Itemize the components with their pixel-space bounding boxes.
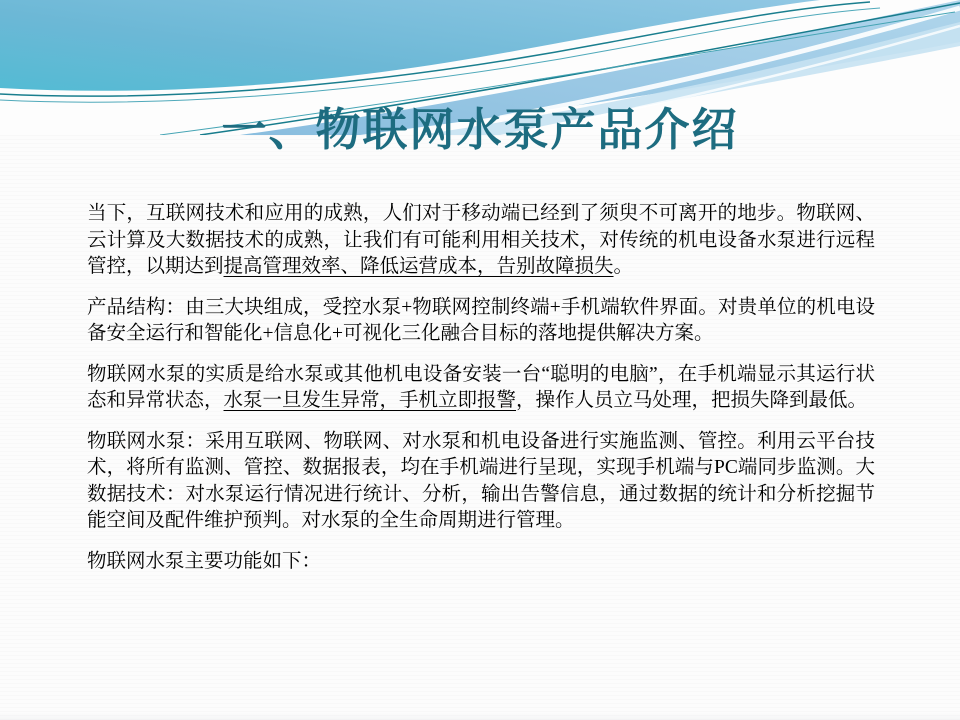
slide-title: 一、物联网水泵产品介绍: [221, 104, 739, 155]
slide-body: [87, 201, 875, 589]
body-paragraph: [87, 201, 875, 281]
body-text-segment: 物联网水泵：采用互联网、物联网、对水泵和机电设备进行实施监测、管控。利用云平台技术，将所有监测、管控、数据报表，均在手机端进行呈现，实现手机端与PC端同步监测。大数据技术：对水泵运行情况进行统计、分析，输出告警信息，通过数据的统计和分析挖掘节能空间及配件维护预判。对水泵的全生命周期进行管理。: [87, 430, 875, 531]
body-text-segment: 。: [613, 256, 634, 277]
body-text-segment: 物联网水泵主要功能如下：: [87, 550, 322, 572]
underlined-text: 提高管理效率、降低运营成本，告别故障损失: [223, 256, 614, 277]
body-paragraph: [87, 549, 875, 576]
body-text-segment: ，操作人员立马处理，把损失降到最低。: [516, 390, 868, 411]
body-paragraph: [87, 362, 875, 415]
body-paragraph: [87, 429, 875, 535]
body-text-segment: 物联网水泵的实质是给水泵或其他机电设备安装一台“聪明的电脑”，在手机端显示其运行状态和异常状态，: [87, 363, 875, 411]
underlined-text: 水泵一旦发生异常，手机立即报警: [223, 390, 517, 411]
body-text-segment: 产品结构：由三大块组成，受控水泵+物联网控制终端+手机端软件界面。对贵单位的机电设备安全运行和智能化+信息化+可视化三化融合目标的落地提供解决方案。: [87, 296, 875, 344]
slide-bottom-edge: [0, 712, 960, 720]
body-paragraph: [87, 295, 875, 348]
body-text-segment: 当下，互联网技术和应用的成熟，人们对于移动端已经到了须臾不可离开的地步。物联网、云计算及大数据技术的成熟，让我们有可能利用相关技术，对传统的机电设备水泵进行远程管控，以期达到: [87, 203, 875, 277]
